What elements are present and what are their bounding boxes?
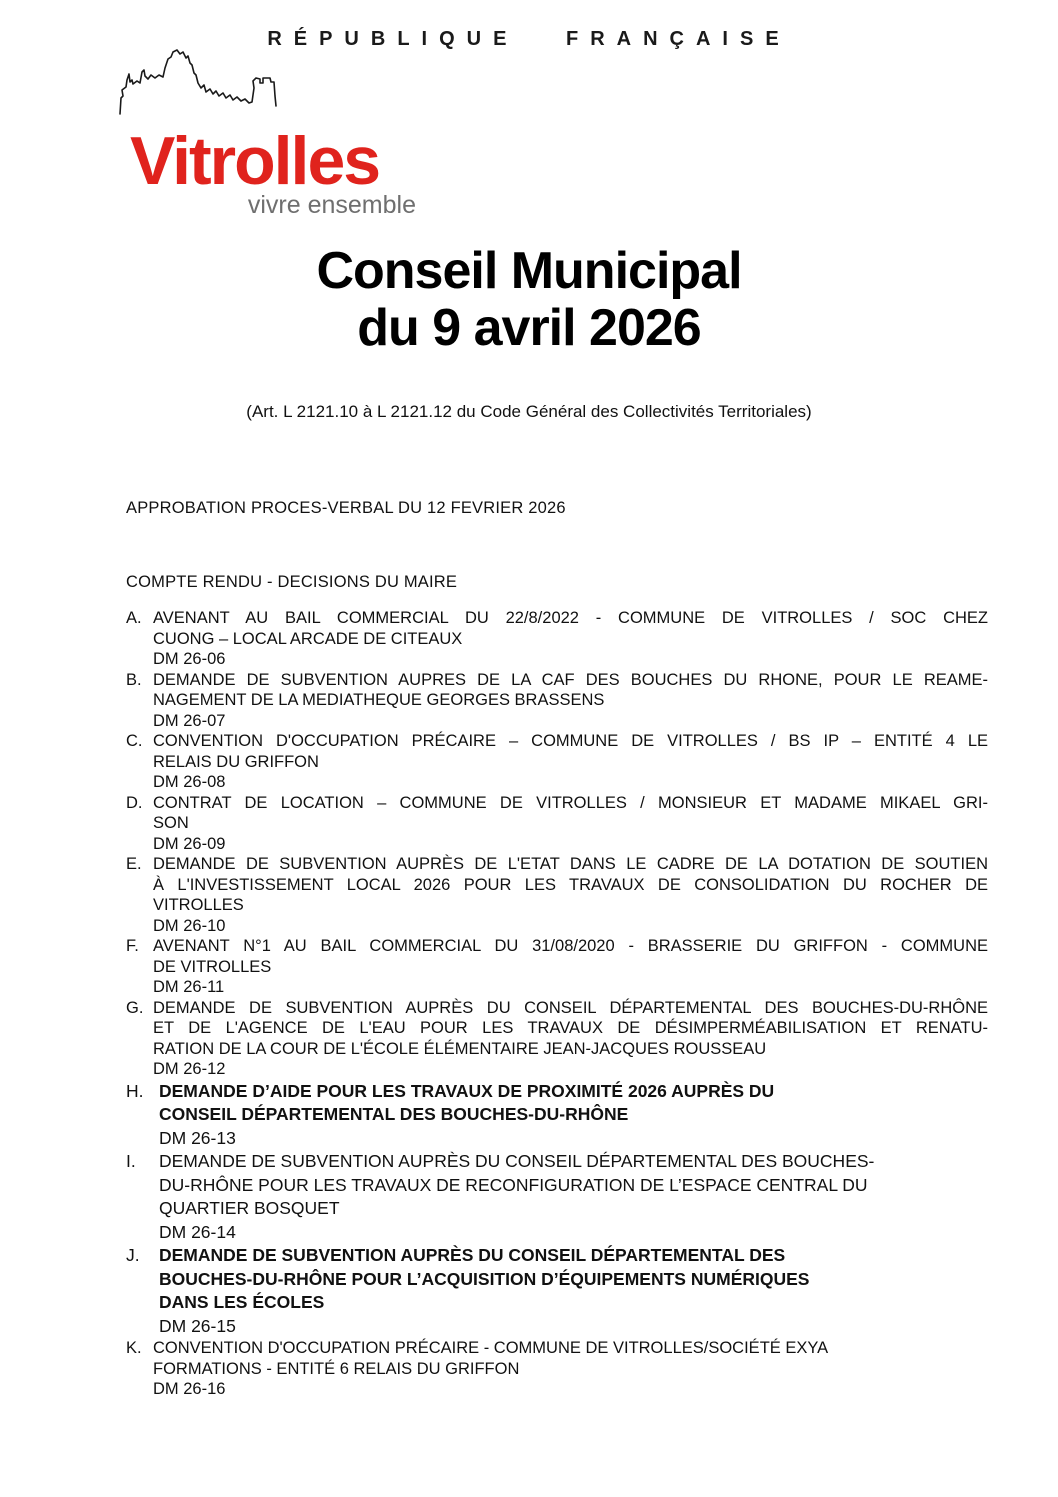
item-line: DU-RHÔNE POUR LES TRAVAUX DE RECONFIGURATION DE L’ESPACE CENTRAL DU bbox=[159, 1174, 868, 1195]
item-dm-number: DM 26-07 bbox=[153, 711, 226, 730]
item-line: AVENANT N°1 AU BAIL COMMERCIAL DU 31/08/2020 - BRASSERIE DU GRIFFON - COMMUNE bbox=[153, 937, 988, 955]
item-letter: K. bbox=[126, 1339, 142, 1357]
logo-wordmark: Vitrolles bbox=[130, 123, 380, 199]
item-letter: H. bbox=[126, 1080, 144, 1101]
item-line: À L'INVESTISSEMENT LOCAL 2026 POUR LES TRAVAUX DE CONSOLIDATION DU ROCHER DE bbox=[153, 875, 988, 894]
item-line: DEMANDE DE SUBVENTION AUPRÈS DU CONSEIL DÉPARTEMENTAL DES BOUCHES- bbox=[159, 1151, 875, 1171]
item-line: DEMANDE DE SUBVENTION AUPRÈS DU CONSEIL DÉPARTEMENTAL DES BOUCHES-DU-RHÔNE bbox=[153, 998, 988, 1017]
item-line: CONVENTION D'OCCUPATION PRÉCAIRE - COMMUNE DE VITROLLES/SOCIÉTÉ EXYA bbox=[153, 1339, 829, 1357]
item-dm-number: DM 26-06 bbox=[153, 650, 226, 668]
item-line: CONSEIL DÉPARTEMENTAL DES BOUCHES-DU-RHÔNE bbox=[159, 1104, 629, 1124]
item-line: DEMANDE DE SUBVENTION AUPRES DE LA CAF DES BOUCHES DU RHONE, POUR LE REAME- bbox=[153, 670, 988, 689]
agenda-item bbox=[126, 1150, 988, 1244]
item-line: DEMANDE DE SUBVENTION AUPRÈS DE L'ETAT DANS LE CADRE DE LA DOTATION DE SOUTIEN bbox=[153, 855, 988, 873]
item-letter: B. bbox=[126, 670, 142, 689]
item-line: CUONG – LOCAL ARCADE DE CITEAUX bbox=[153, 629, 463, 648]
item-line: ET DE L'AGENCE DE L'EAU POUR LES TRAVAUX DE DÉSIMPERMÉABILISATION ET RENATU- bbox=[153, 1019, 988, 1037]
agenda-list bbox=[126, 608, 988, 1400]
item-letter: D. bbox=[126, 793, 143, 812]
item-dm-number: DM 26-10 bbox=[153, 916, 226, 935]
agenda-item bbox=[126, 1080, 988, 1151]
item-line: CONTRAT DE LOCATION – COMMUNE DE VITROLLES / MONSIEUR ET MADAME MIKAEL GRI- bbox=[153, 793, 988, 812]
item-dm-number: DM 26-11 bbox=[153, 978, 225, 996]
agenda-item bbox=[126, 670, 988, 732]
item-line: DEMANDE DE SUBVENTION AUPRÈS DU CONSEIL DÉPARTEMENTAL DES bbox=[159, 1245, 786, 1265]
item-letter: C. bbox=[126, 732, 143, 750]
republique-francaise-text: RÉPUBLIQUE FRANÇAISE bbox=[267, 28, 791, 50]
logo-tagline: vivre ensemble bbox=[247, 191, 416, 219]
item-line: DE VITROLLES bbox=[153, 957, 272, 976]
item-line: SON bbox=[153, 814, 189, 832]
agenda-item bbox=[126, 793, 988, 855]
page-title-line2: du 9 avril 2026 bbox=[357, 299, 701, 357]
agenda-item bbox=[126, 1244, 988, 1338]
agenda-item bbox=[126, 998, 988, 1080]
item-line: DANS LES ÉCOLES bbox=[159, 1292, 325, 1312]
agenda-item bbox=[126, 936, 988, 998]
item-line: RELAIS DU GRIFFON bbox=[153, 752, 319, 771]
item-line: AVENANT AU BAIL COMMERCIAL DU 22/8/2022 - COMMUNE DE VITROLLES / SOC CHEZ bbox=[153, 609, 988, 627]
section-approbation-proces-verbal: APPROBATION PROCES-VERBAL DU 12 FEVRIER 2026 bbox=[126, 499, 566, 517]
item-line: QUARTIER BOSQUET bbox=[159, 1198, 340, 1218]
item-dm-number: DM 26-09 bbox=[153, 834, 226, 853]
item-line: CONVENTION D'OCCUPATION PRÉCAIRE – COMMUNE DE VITROLLES / BS IP – ENTITÉ 4 LE bbox=[153, 732, 988, 750]
page-title bbox=[0, 243, 1058, 357]
item-letter: F. bbox=[126, 937, 139, 955]
item-line: DEMANDE D’AIDE POUR LES TRAVAUX DE PROXIMITÉ 2026 AUPRÈS DU bbox=[159, 1080, 775, 1101]
item-line: VITROLLES bbox=[153, 896, 244, 914]
item-dm-number: DM 26-08 bbox=[153, 773, 226, 791]
item-letter: E. bbox=[126, 855, 142, 873]
agenda-item bbox=[126, 1338, 988, 1400]
page-title-line1: Conseil Municipal bbox=[316, 242, 742, 300]
item-dm-number: DM 26-15 bbox=[159, 1315, 236, 1336]
item-line: RATION DE LA COUR DE L'ÉCOLE ÉLÉMENTAIRE JEAN-JACQUES ROUSSEAU bbox=[153, 1039, 767, 1058]
item-line: FORMATIONS - ENTITÉ 6 RELAIS DU GRIFFON bbox=[153, 1359, 520, 1378]
skyline-icon bbox=[118, 46, 318, 118]
item-dm-number: DM 26-14 bbox=[159, 1221, 236, 1242]
item-letter: A. bbox=[126, 609, 142, 627]
page-subtitle: (Art. L 2121.10 à L 2121.12 du Code Général des Collectivités Territoriales) bbox=[246, 402, 812, 421]
vitrolles-logo bbox=[118, 46, 418, 219]
item-dm-number: DM 26-16 bbox=[153, 1380, 226, 1398]
item-letter: I. bbox=[126, 1151, 136, 1171]
agenda-item bbox=[126, 608, 988, 670]
item-line: BOUCHES-DU-RHÔNE POUR L’ACQUISITION D’ÉQUIPEMENTS NUMÉRIQUES bbox=[159, 1268, 810, 1289]
item-dm-number: DM 26-13 bbox=[159, 1127, 236, 1148]
agenda-item bbox=[126, 854, 988, 936]
item-letter: J. bbox=[126, 1245, 140, 1265]
item-dm-number: DM 26-12 bbox=[153, 1060, 226, 1078]
section-compte-rendu-decisions-maire: COMPTE RENDU - DECISIONS DU MAIRE bbox=[126, 573, 458, 591]
agenda-item bbox=[126, 731, 988, 793]
item-line: NAGEMENT DE LA MEDIATHEQUE GEORGES BRASSENS bbox=[153, 691, 605, 709]
item-letter: G. bbox=[126, 998, 144, 1017]
